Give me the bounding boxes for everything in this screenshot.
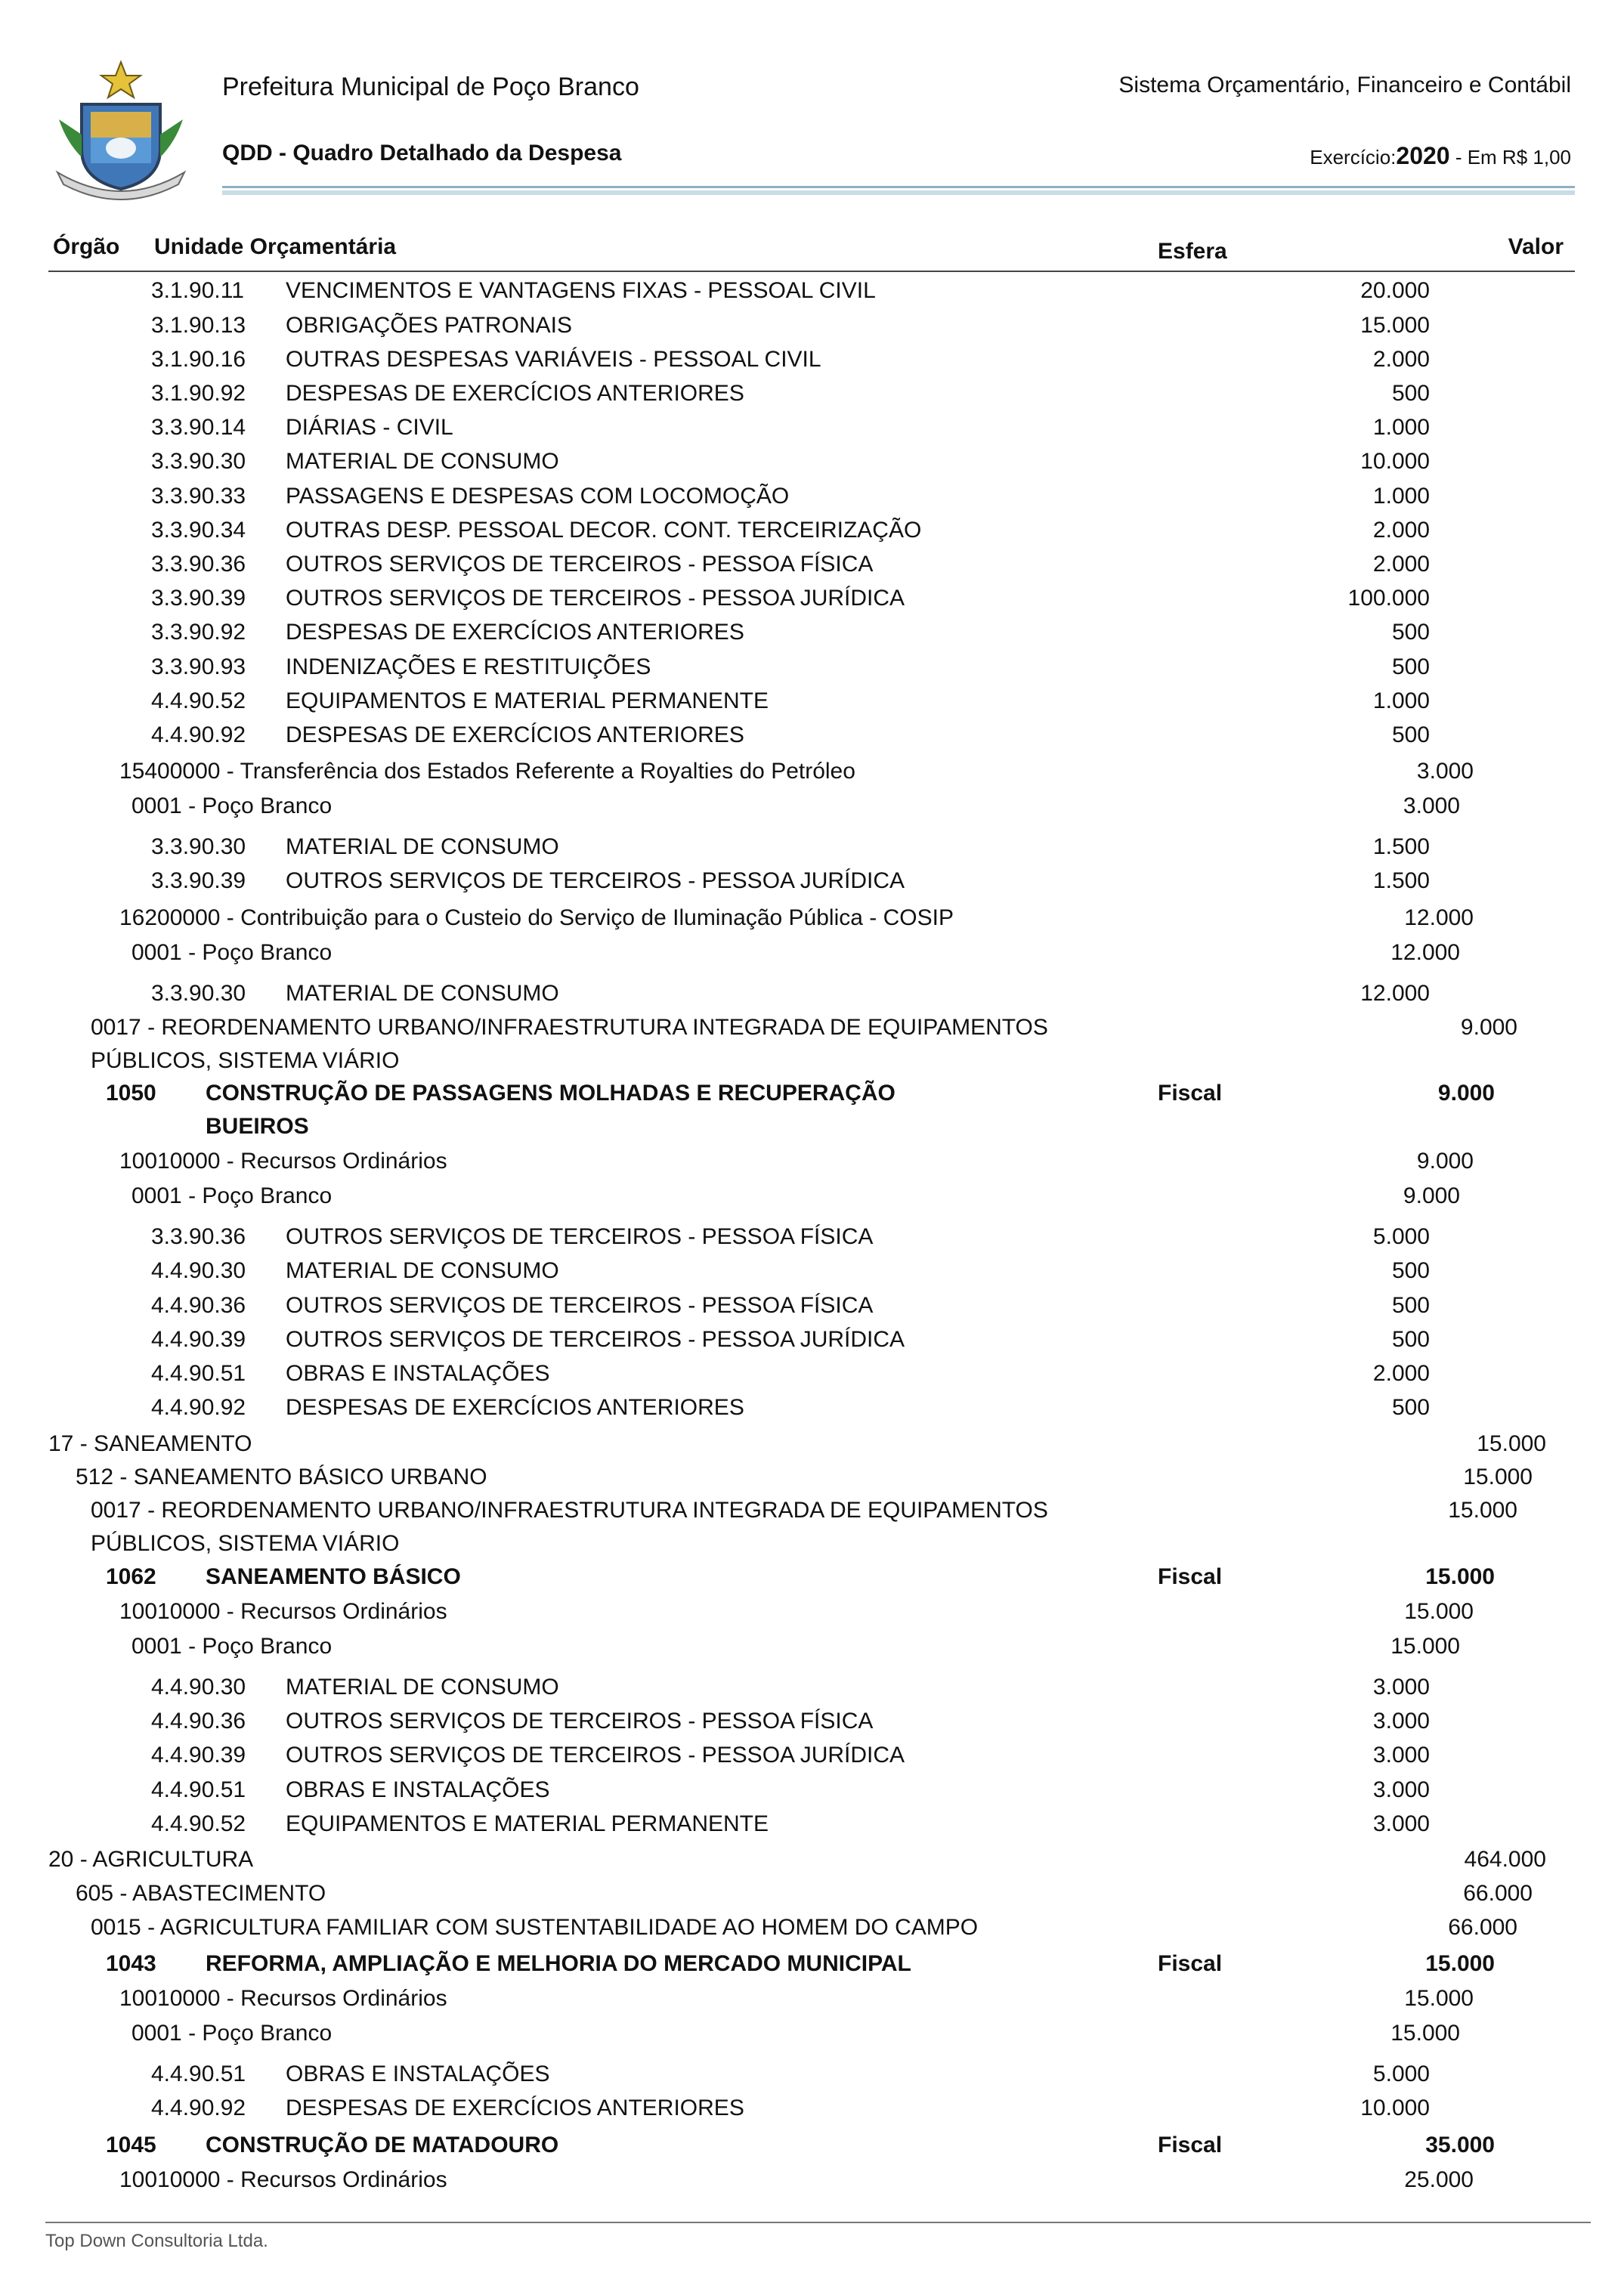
row-element-code: 3.3.90.30	[151, 834, 246, 859]
table-row	[0, 1498, 1624, 1556]
table-row	[0, 484, 1624, 518]
row-value: 3.000	[1372, 1811, 1430, 1836]
table-row	[0, 1081, 1624, 1139]
row-description: 10010000 - Recursos Ordinários	[119, 2167, 447, 2192]
row-description: OUTRAS DESPESAS VARIÁVEIS - PESSOAL CIVIL	[286, 347, 821, 372]
row-description: 0001 - Poço Branco	[131, 2021, 333, 2046]
currency-note: - Em R$ 1,00	[1455, 146, 1571, 169]
table-row	[0, 278, 1624, 313]
exercise-year: 2020	[1396, 142, 1450, 169]
table-row	[0, 654, 1624, 689]
row-action-number: 1050	[106, 1081, 156, 1106]
row-element-code: 3.3.90.30	[151, 981, 246, 1006]
table-row	[0, 834, 1624, 869]
row-value: 1.000	[1372, 484, 1430, 509]
row-description: MATERIAL DE CONSUMO	[286, 1675, 559, 1700]
row-value: 1.000	[1372, 415, 1430, 440]
footer-divider	[45, 2222, 1591, 2223]
row-description: MATERIAL DE CONSUMO	[286, 981, 559, 1006]
row-esfera: Fiscal	[1158, 2133, 1223, 2157]
row-description: 0001 - Poço Branco	[131, 793, 333, 818]
table-row	[0, 313, 1624, 348]
row-description: 10010000 - Recursos Ordinários	[119, 1149, 447, 1174]
row-element-code: 4.4.90.36	[151, 1709, 246, 1734]
column-header-orgao: Órgão	[53, 234, 120, 259]
row-description: OUTROS SERVIÇOS DE TERCEIROS - PESSOA FÍSICA	[286, 1293, 874, 1318]
table-row	[0, 2096, 1624, 2130]
table-row	[0, 1361, 1624, 1396]
row-value: 2.000	[1372, 347, 1430, 372]
row-element-code: 4.4.90.36	[151, 1293, 246, 1318]
exercise-label: Exercício:	[1310, 146, 1397, 169]
header-exercise	[1310, 142, 1571, 170]
row-value: 3.000	[1416, 759, 1474, 784]
row-description: OBRAS E INSTALAÇÕES	[286, 1361, 550, 1386]
row-description: DESPESAS DE EXERCÍCIOS ANTERIORES	[286, 1395, 744, 1420]
row-value: 500	[1391, 620, 1430, 645]
row-description: MATERIAL DE CONSUMO	[286, 1258, 559, 1283]
row-esfera: Fiscal	[1158, 1564, 1223, 1589]
row-description-continued: PÚBLICOS, SISTEMA VIÁRIO	[91, 1048, 400, 1073]
row-description: 17 - SANEAMENTO	[48, 1431, 252, 1456]
row-value: 500	[1391, 1258, 1430, 1283]
table-row	[0, 2133, 1624, 2167]
table-row	[0, 1395, 1624, 1430]
row-element-code: 3.3.90.30	[151, 449, 246, 474]
header-divider	[222, 186, 1575, 188]
row-description: 605 - ABASTECIMENTO	[76, 1881, 326, 1906]
row-element-code: 4.4.90.52	[151, 688, 246, 713]
table-row	[0, 759, 1624, 793]
column-header-rule	[48, 271, 1575, 272]
row-description: OBRAS E INSTALAÇÕES	[286, 2061, 550, 2086]
row-value: 15.000	[1477, 1431, 1546, 1456]
row-element-code: 4.4.90.30	[151, 1258, 246, 1283]
row-value: 15.000	[1425, 1564, 1495, 1589]
table-row	[0, 1431, 1624, 1466]
row-value: 10.000	[1360, 2096, 1430, 2120]
table-row	[0, 415, 1624, 450]
row-value: 2.000	[1372, 552, 1430, 577]
row-description: 10010000 - Recursos Ordinários	[119, 1986, 447, 2011]
row-element-code: 3.3.90.33	[151, 484, 246, 509]
row-description: OUTROS SERVIÇOS DE TERCEIROS - PESSOA FÍSICA	[286, 1224, 874, 1249]
column-header-unidade: Unidade Orçamentária	[154, 234, 397, 259]
table-row	[0, 981, 1624, 1016]
row-element-code: 3.3.90.39	[151, 586, 246, 611]
row-description: OUTROS SERVIÇOS DE TERCEIROS - PESSOA FÍSICA	[286, 1709, 874, 1734]
row-element-code: 4.4.90.39	[151, 1327, 246, 1352]
row-element-code: 4.4.90.52	[151, 1811, 246, 1836]
footer-company: Top Down Consultoria Ltda.	[45, 2231, 268, 2251]
table-row	[0, 1811, 1624, 1846]
table-row	[0, 1465, 1624, 1499]
row-description: OUTRAS DESP. PESSOAL DECOR. CONT. TERCEIRIZAÇÃO	[286, 518, 922, 543]
table-row	[0, 586, 1624, 620]
row-description: 512 - SANEAMENTO BÁSICO URBANO	[76, 1465, 487, 1489]
row-value: 2.000	[1372, 518, 1430, 543]
row-description: CONSTRUÇÃO DE MATADOURO	[206, 2133, 559, 2157]
row-value: 25.000	[1404, 2167, 1474, 2192]
row-description: EQUIPAMENTOS E MATERIAL PERMANENTE	[286, 1811, 769, 1836]
row-description: VENCIMENTOS E VANTAGENS FIXAS - PESSOAL CIVIL	[286, 278, 876, 303]
row-element-code: 4.4.90.92	[151, 722, 246, 747]
row-value: 500	[1391, 1395, 1430, 1420]
table-row	[0, 940, 1624, 975]
table-row	[0, 347, 1624, 382]
row-action-number: 1043	[106, 1951, 156, 1976]
row-value: 12.000	[1390, 940, 1460, 965]
row-description: INDENIZAÇÕES E RESTITUIÇÕES	[286, 654, 651, 679]
row-description: SANEAMENTO BÁSICO	[206, 1564, 461, 1589]
table-row	[0, 1327, 1624, 1362]
row-description: OUTROS SERVIÇOS DE TERCEIROS - PESSOA JURÍDICA	[286, 586, 905, 611]
row-description: DESPESAS DE EXERCÍCIOS ANTERIORES	[286, 620, 744, 645]
row-value: 9.000	[1416, 1149, 1474, 1174]
row-value: 15.000	[1390, 2021, 1460, 2046]
row-description: OUTROS SERVIÇOS DE TERCEIROS - PESSOA JURÍDICA	[286, 1327, 905, 1352]
row-description: 15400000 - Transferência dos Estados Referente a Royalties do Petróleo	[119, 759, 855, 784]
table-row	[0, 1951, 1624, 1986]
row-description: 0017 - REORDENAMENTO URBANO/INFRAESTRUTURA INTEGRADA DE EQUIPAMENTOS	[91, 1498, 1048, 1523]
table-row	[0, 518, 1624, 552]
table-row	[0, 2021, 1624, 2055]
row-description: 0017 - REORDENAMENTO URBANO/INFRAESTRUTURA INTEGRADA DE EQUIPAMENTOS	[91, 1015, 1048, 1040]
row-element-code: 3.3.90.93	[151, 654, 246, 679]
table-row	[0, 1224, 1624, 1259]
row-description: 20 - AGRICULTURA	[48, 1847, 254, 1872]
table-row	[0, 868, 1624, 903]
table-row	[0, 1599, 1624, 1634]
row-value: 9.000	[1460, 1015, 1517, 1040]
row-value: 500	[1391, 722, 1430, 747]
row-description: OBRIGAÇÕES PATRONAIS	[286, 313, 572, 338]
row-value: 3.000	[1372, 1777, 1430, 1802]
table-row	[0, 2167, 1624, 2202]
row-value: 3.000	[1403, 793, 1460, 818]
row-description: OUTROS SERVIÇOS DE TERCEIROS - PESSOA JURÍDICA	[286, 1743, 905, 1768]
row-description: 16200000 - Contribuição para o Custeio do Serviço de Iluminação Pública - COSIP	[119, 905, 954, 930]
table-row	[0, 1258, 1624, 1293]
table-row	[0, 1986, 1624, 2021]
row-value: 5.000	[1372, 1224, 1430, 1249]
row-description: 0015 - AGRICULTURA FAMILIAR COM SUSTENTABILIDADE AO HOMEM DO CAMPO	[91, 1915, 979, 1940]
table-row	[0, 1847, 1624, 1882]
table-row	[0, 1777, 1624, 1812]
row-element-code: 3.3.90.39	[151, 868, 246, 893]
row-value: 66.000	[1448, 1915, 1517, 1940]
row-esfera: Fiscal	[1158, 1081, 1223, 1106]
row-value: 1.000	[1372, 688, 1430, 713]
row-value: 15.000	[1425, 1951, 1495, 1976]
row-value: 12.000	[1360, 981, 1430, 1006]
table-row	[0, 449, 1624, 484]
row-description: 0001 - Poço Branco	[131, 1634, 333, 1659]
row-description-continued: PÚBLICOS, SISTEMA VIÁRIO	[91, 1531, 400, 1556]
table-row	[0, 1881, 1624, 1916]
row-element-code: 3.3.90.34	[151, 518, 246, 543]
row-element-code: 4.4.90.51	[151, 1777, 246, 1802]
row-value: 15.000	[1360, 313, 1430, 338]
table-row	[0, 381, 1624, 416]
row-element-code: 3.1.90.92	[151, 381, 246, 406]
table-row	[0, 1915, 1624, 1950]
row-description: EQUIPAMENTOS E MATERIAL PERMANENTE	[286, 688, 769, 713]
row-element-code: 4.4.90.51	[151, 2061, 246, 2086]
column-header-esfera: Esfera	[1158, 239, 1227, 264]
table-row	[0, 552, 1624, 586]
table-row	[0, 1183, 1624, 1218]
row-element-code: 4.4.90.51	[151, 1361, 246, 1386]
row-description: 0001 - Poço Branco	[131, 1183, 333, 1208]
row-value: 3.000	[1372, 1743, 1430, 1768]
row-value: 500	[1391, 1293, 1430, 1318]
table-row	[0, 793, 1624, 828]
table-row	[0, 722, 1624, 757]
header-title: Prefeitura Municipal de Poço Branco	[222, 73, 639, 101]
column-header-valor: Valor	[1508, 234, 1564, 259]
table-row	[0, 1634, 1624, 1669]
row-description: REFORMA, AMPLIAÇÃO E MELHORIA DO MERCADO MUNICIPAL	[206, 1951, 911, 1976]
row-value: 2.000	[1372, 1361, 1430, 1386]
row-description: OUTROS SERVIÇOS DE TERCEIROS - PESSOA JURÍDICA	[286, 868, 905, 893]
row-description: OBRAS E INSTALAÇÕES	[286, 1777, 550, 1802]
row-action-number: 1062	[106, 1564, 156, 1589]
row-value: 12.000	[1404, 905, 1474, 930]
row-description: MATERIAL DE CONSUMO	[286, 449, 559, 474]
table-row	[0, 1015, 1624, 1073]
row-description: PASSAGENS E DESPESAS COM LOCOMOÇÃO	[286, 484, 790, 509]
row-value: 10.000	[1360, 449, 1430, 474]
municipal-coat-of-arms-logo	[51, 59, 190, 203]
header-divider-shadow	[222, 190, 1575, 195]
row-value: 20.000	[1360, 278, 1430, 303]
table-row	[0, 905, 1624, 940]
row-value: 9.000	[1437, 1081, 1495, 1106]
table-row	[0, 1149, 1624, 1183]
row-element-code: 3.1.90.11	[151, 278, 244, 303]
table-row	[0, 2061, 1624, 2096]
row-value: 500	[1391, 654, 1430, 679]
row-element-code: 4.4.90.92	[151, 1395, 246, 1420]
table-row	[0, 1564, 1624, 1599]
row-value: 15.000	[1448, 1498, 1517, 1523]
row-value: 500	[1391, 381, 1430, 406]
row-description: DIÁRIAS - CIVIL	[286, 415, 453, 440]
row-element-code: 4.4.90.30	[151, 1675, 246, 1700]
table-row	[0, 1743, 1624, 1777]
row-description: DESPESAS DE EXERCÍCIOS ANTERIORES	[286, 722, 744, 747]
row-element-code: 3.3.90.36	[151, 552, 246, 577]
row-value: 15.000	[1404, 1986, 1474, 2011]
row-value: 15.000	[1390, 1634, 1460, 1659]
row-esfera: Fiscal	[1158, 1951, 1223, 1976]
row-value: 1.500	[1372, 834, 1430, 859]
row-description: 0001 - Poço Branco	[131, 940, 333, 965]
row-value: 464.000	[1464, 1847, 1546, 1872]
table-row	[0, 1675, 1624, 1709]
row-element-code: 3.1.90.16	[151, 347, 246, 372]
row-value: 66.000	[1463, 1881, 1533, 1906]
row-description: MATERIAL DE CONSUMO	[286, 834, 559, 859]
row-element-code: 3.3.90.14	[151, 415, 246, 440]
row-element-code: 3.1.90.13	[151, 313, 246, 338]
table-row	[0, 688, 1624, 723]
row-value: 500	[1391, 1327, 1430, 1352]
row-description: 10010000 - Recursos Ordinários	[119, 1599, 447, 1624]
row-value: 35.000	[1425, 2133, 1495, 2157]
header-subtitle: QDD - Quadro Detalhado da Despesa	[222, 141, 622, 165]
table-row	[0, 620, 1624, 654]
row-element-code: 4.4.90.39	[151, 1743, 246, 1768]
row-value: 3.000	[1372, 1675, 1430, 1700]
row-element-code: 3.3.90.92	[151, 620, 246, 645]
row-value: 1.500	[1372, 868, 1430, 893]
row-value: 9.000	[1403, 1183, 1460, 1208]
row-value: 15.000	[1404, 1599, 1474, 1624]
row-description: OUTROS SERVIÇOS DE TERCEIROS - PESSOA FÍSICA	[286, 552, 874, 577]
row-value: 100.000	[1347, 586, 1430, 611]
header-system-name: Sistema Orçamentário, Financeiro e Contábil	[1118, 73, 1571, 97]
row-description: CONSTRUÇÃO DE PASSAGENS MOLHADAS E RECUPERAÇÃO	[206, 1081, 896, 1106]
row-action-number: 1045	[106, 2133, 156, 2157]
table-row	[0, 1293, 1624, 1328]
row-value: 5.000	[1372, 2061, 1430, 2086]
table-row	[0, 1709, 1624, 1743]
row-element-code: 4.4.90.92	[151, 2096, 246, 2120]
row-description: DESPESAS DE EXERCÍCIOS ANTERIORES	[286, 381, 744, 406]
row-description: DESPESAS DE EXERCÍCIOS ANTERIORES	[286, 2096, 744, 2120]
row-value: 15.000	[1463, 1465, 1533, 1489]
row-description-continued: BUEIROS	[206, 1114, 309, 1139]
row-value: 3.000	[1372, 1709, 1430, 1734]
row-element-code: 3.3.90.36	[151, 1224, 246, 1249]
